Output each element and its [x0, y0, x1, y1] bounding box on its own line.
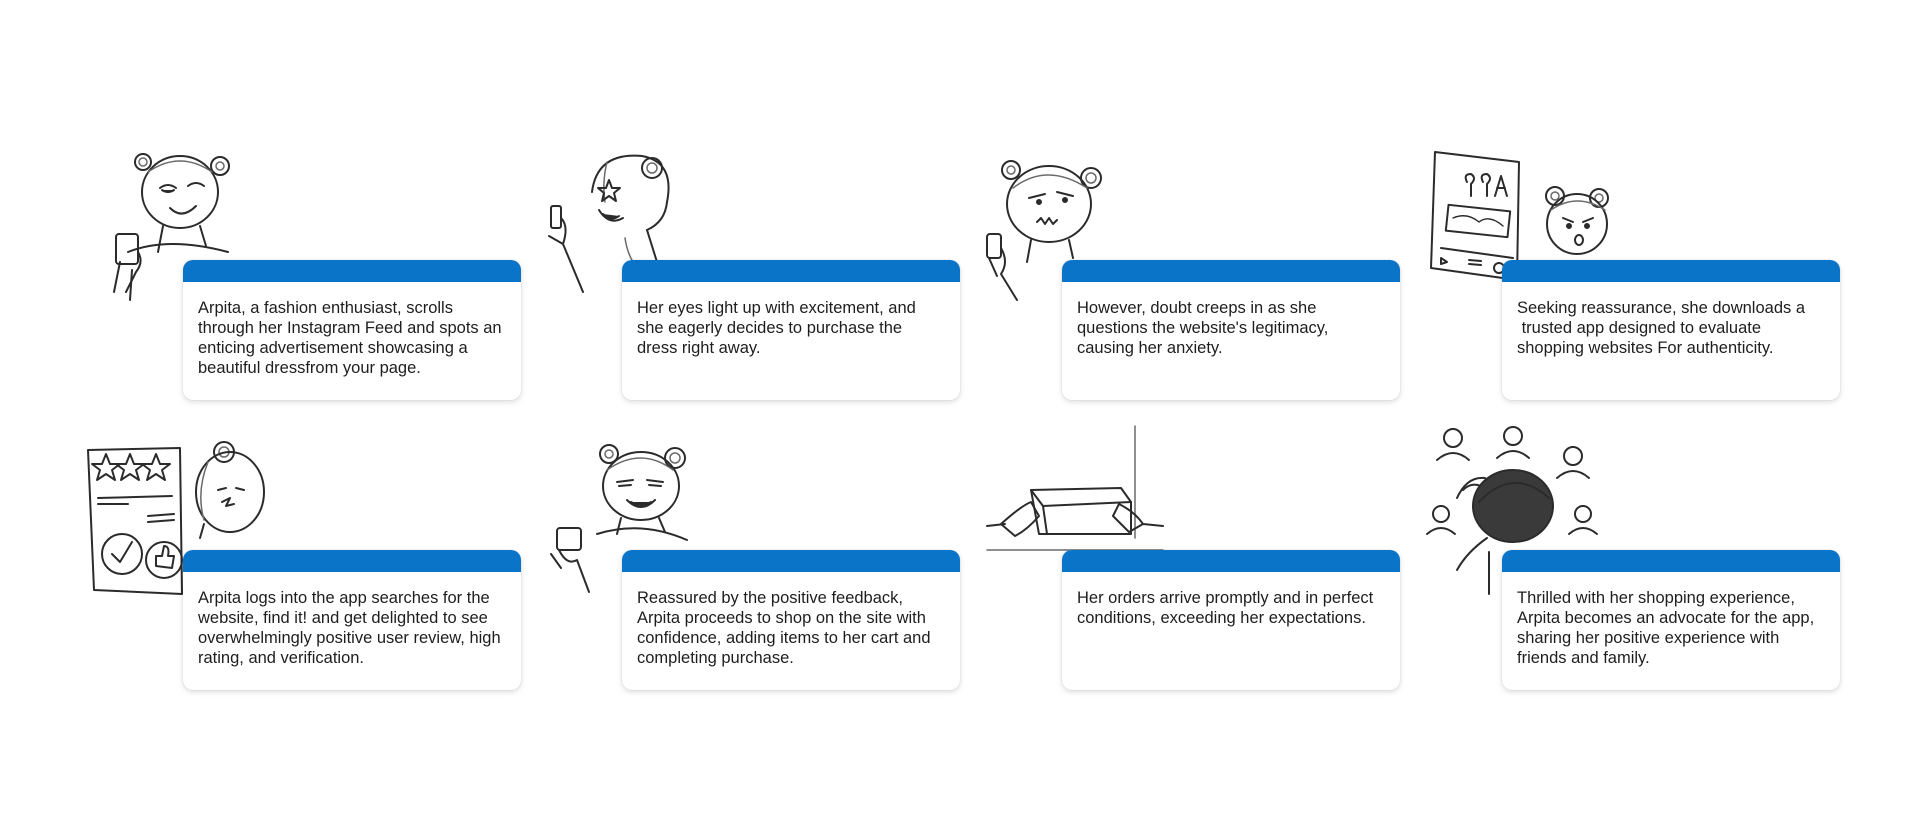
storyboard-step-1: [108, 152, 548, 432]
card-header-bar: [1502, 550, 1840, 572]
step-card: [622, 260, 960, 400]
step-card: [1502, 260, 1840, 400]
step-description: However, doubt creeps in as she questions the website's legitimacy, causing her anxiety.: [1077, 299, 1333, 357]
card-header-bar: [1502, 260, 1840, 282]
card-header-bar: [622, 550, 960, 572]
step-card: [183, 260, 521, 400]
step-description: Reassured by the positive feedback, Arpita proceeds to shop on the site with confidence, adding items to her cart and completing purchase.: [637, 589, 936, 667]
step-description: Her eyes light up with excitement, and she eagerly decides to purchase the dress right away.: [637, 299, 921, 357]
card-header-bar: [183, 550, 521, 572]
storyboard-step-3: [987, 152, 1427, 432]
storyboard-step-4: [1427, 152, 1867, 432]
card-header-bar: [183, 260, 521, 282]
step-description: Thrilled with her shopping experience, Arpita becomes an advocate for the app, sharing her positive experience with friends and family.: [1517, 589, 1819, 667]
storyboard-step-6: [547, 442, 987, 722]
step-description: Arpita, a fashion enthusiast, scrolls through her Instagram Feed and spots an enticing advertisement showcasing a beautiful dressfrom your page.: [198, 299, 507, 377]
card-header-bar: [1062, 550, 1400, 572]
card-header-bar: [622, 260, 960, 282]
step-card: [1502, 550, 1840, 690]
step-card: [622, 550, 960, 690]
card-header-bar: [1062, 260, 1400, 282]
step-description: Arpita logs into the app searches for the website, find it! and get delighted to see overwhelmingly positive user review, high rating, and verification.: [198, 589, 506, 667]
step-description: Seeking reassurance, she downloads a trusted app designed to evaluate shopping websites For authenticity.: [1517, 299, 1806, 357]
step-card: [183, 550, 521, 690]
storyboard-step-2: [547, 152, 987, 432]
storyboard-step-8: [1427, 442, 1867, 722]
storyboard-step-7: [987, 442, 1427, 722]
step-description: Her orders arrive promptly and in perfect conditions, exceeding her expectations.: [1077, 589, 1378, 627]
step-card: [1062, 260, 1400, 400]
step-card: [1062, 550, 1400, 690]
storyboard-step-5: [108, 442, 548, 722]
